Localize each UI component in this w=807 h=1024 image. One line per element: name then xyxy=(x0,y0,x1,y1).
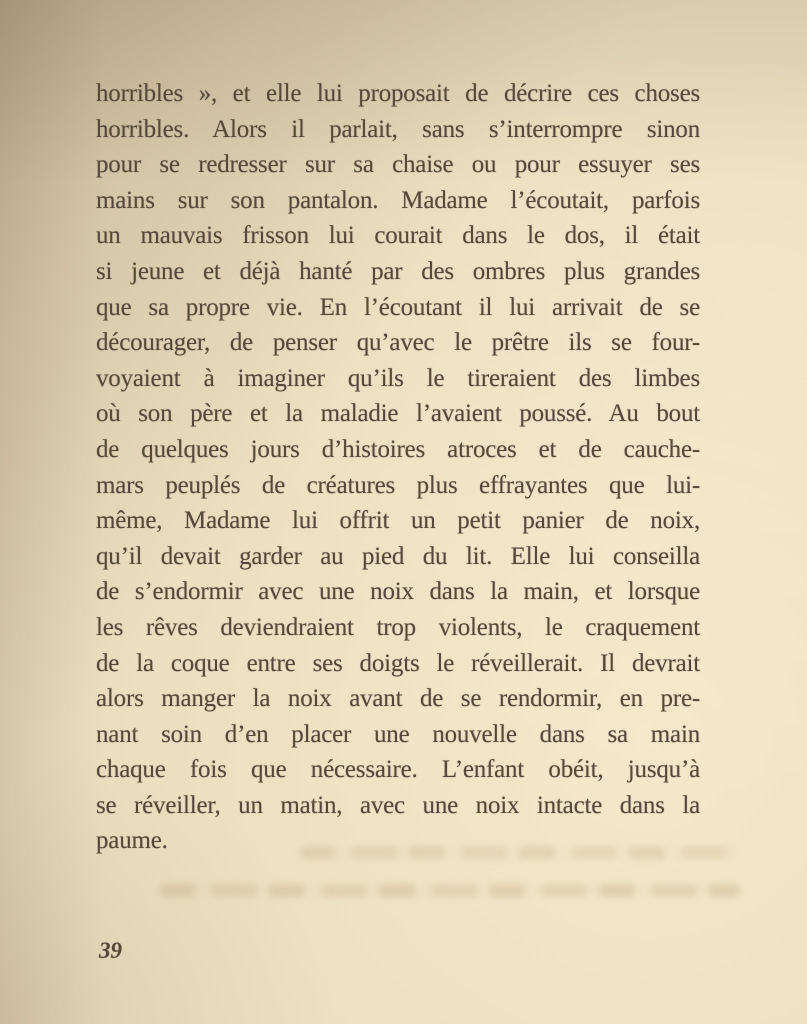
text-line: les rêves deviendraient trop violents, le craquement xyxy=(96,613,700,641)
text-line: de s’endormir avec une noix dans la main, et lorsque xyxy=(96,578,700,606)
text-line: horribles. Alors il parlait, sans s’interrompre sinon xyxy=(96,115,700,143)
paragraph xyxy=(96,76,700,859)
text-line: horribles », et elle lui proposait de décrire ces choses xyxy=(96,80,700,107)
text-line: mars peuplés de créatures plus effrayantes que lui- xyxy=(96,471,700,499)
text-line: mains sur son pantalon. Madame l’écoutait, parfois xyxy=(96,186,700,214)
text-line: si jeune et déjà hanté par des ombres plus grandes xyxy=(96,257,700,285)
text-line: alors manger la noix avant de se rendormir, en pre- xyxy=(96,685,700,713)
text-line: un mauvais frisson lui courait dans le dos, il était xyxy=(96,222,700,250)
text-line: qu’il devait garder au pied du lit. Elle lui conseilla xyxy=(96,542,700,570)
text-line: décourager, de penser qu’avec le prêtre ils se four- xyxy=(96,329,700,357)
page-bleedthrough-line-2 xyxy=(160,884,740,897)
text-line: pour se redresser sur sa chaise ou pour essuyer ses xyxy=(96,151,700,179)
page-number: 39 xyxy=(99,938,122,963)
text-line: nant soin d’en placer une nouvelle dans sa main xyxy=(96,720,700,748)
text-line: de la coque entre ses doigts le réveillerait. Il devrait xyxy=(96,649,700,677)
text-line: chaque fois que nécessaire. L’enfant obéit, jusqu’à xyxy=(96,756,700,784)
text-line: de quelques jours d’histoires atroces et de cauche- xyxy=(96,435,700,463)
page-bleedthrough-line-1 xyxy=(300,846,738,859)
text-line: que sa propre vie. En l’écoutant il lui arrivait de se xyxy=(96,293,700,321)
text-line: paume. xyxy=(96,827,168,855)
text-line: où son père et la maladie l’avaient poussé. Au bout xyxy=(96,400,700,428)
text-line: voyaient à imaginer qu’ils le tireraient des limbes xyxy=(96,364,700,392)
text-line: même, Madame lui offrit un petit panier de noix, xyxy=(96,507,700,535)
text-line: se réveiller, un matin, avec une noix intacte dans la xyxy=(96,791,700,819)
